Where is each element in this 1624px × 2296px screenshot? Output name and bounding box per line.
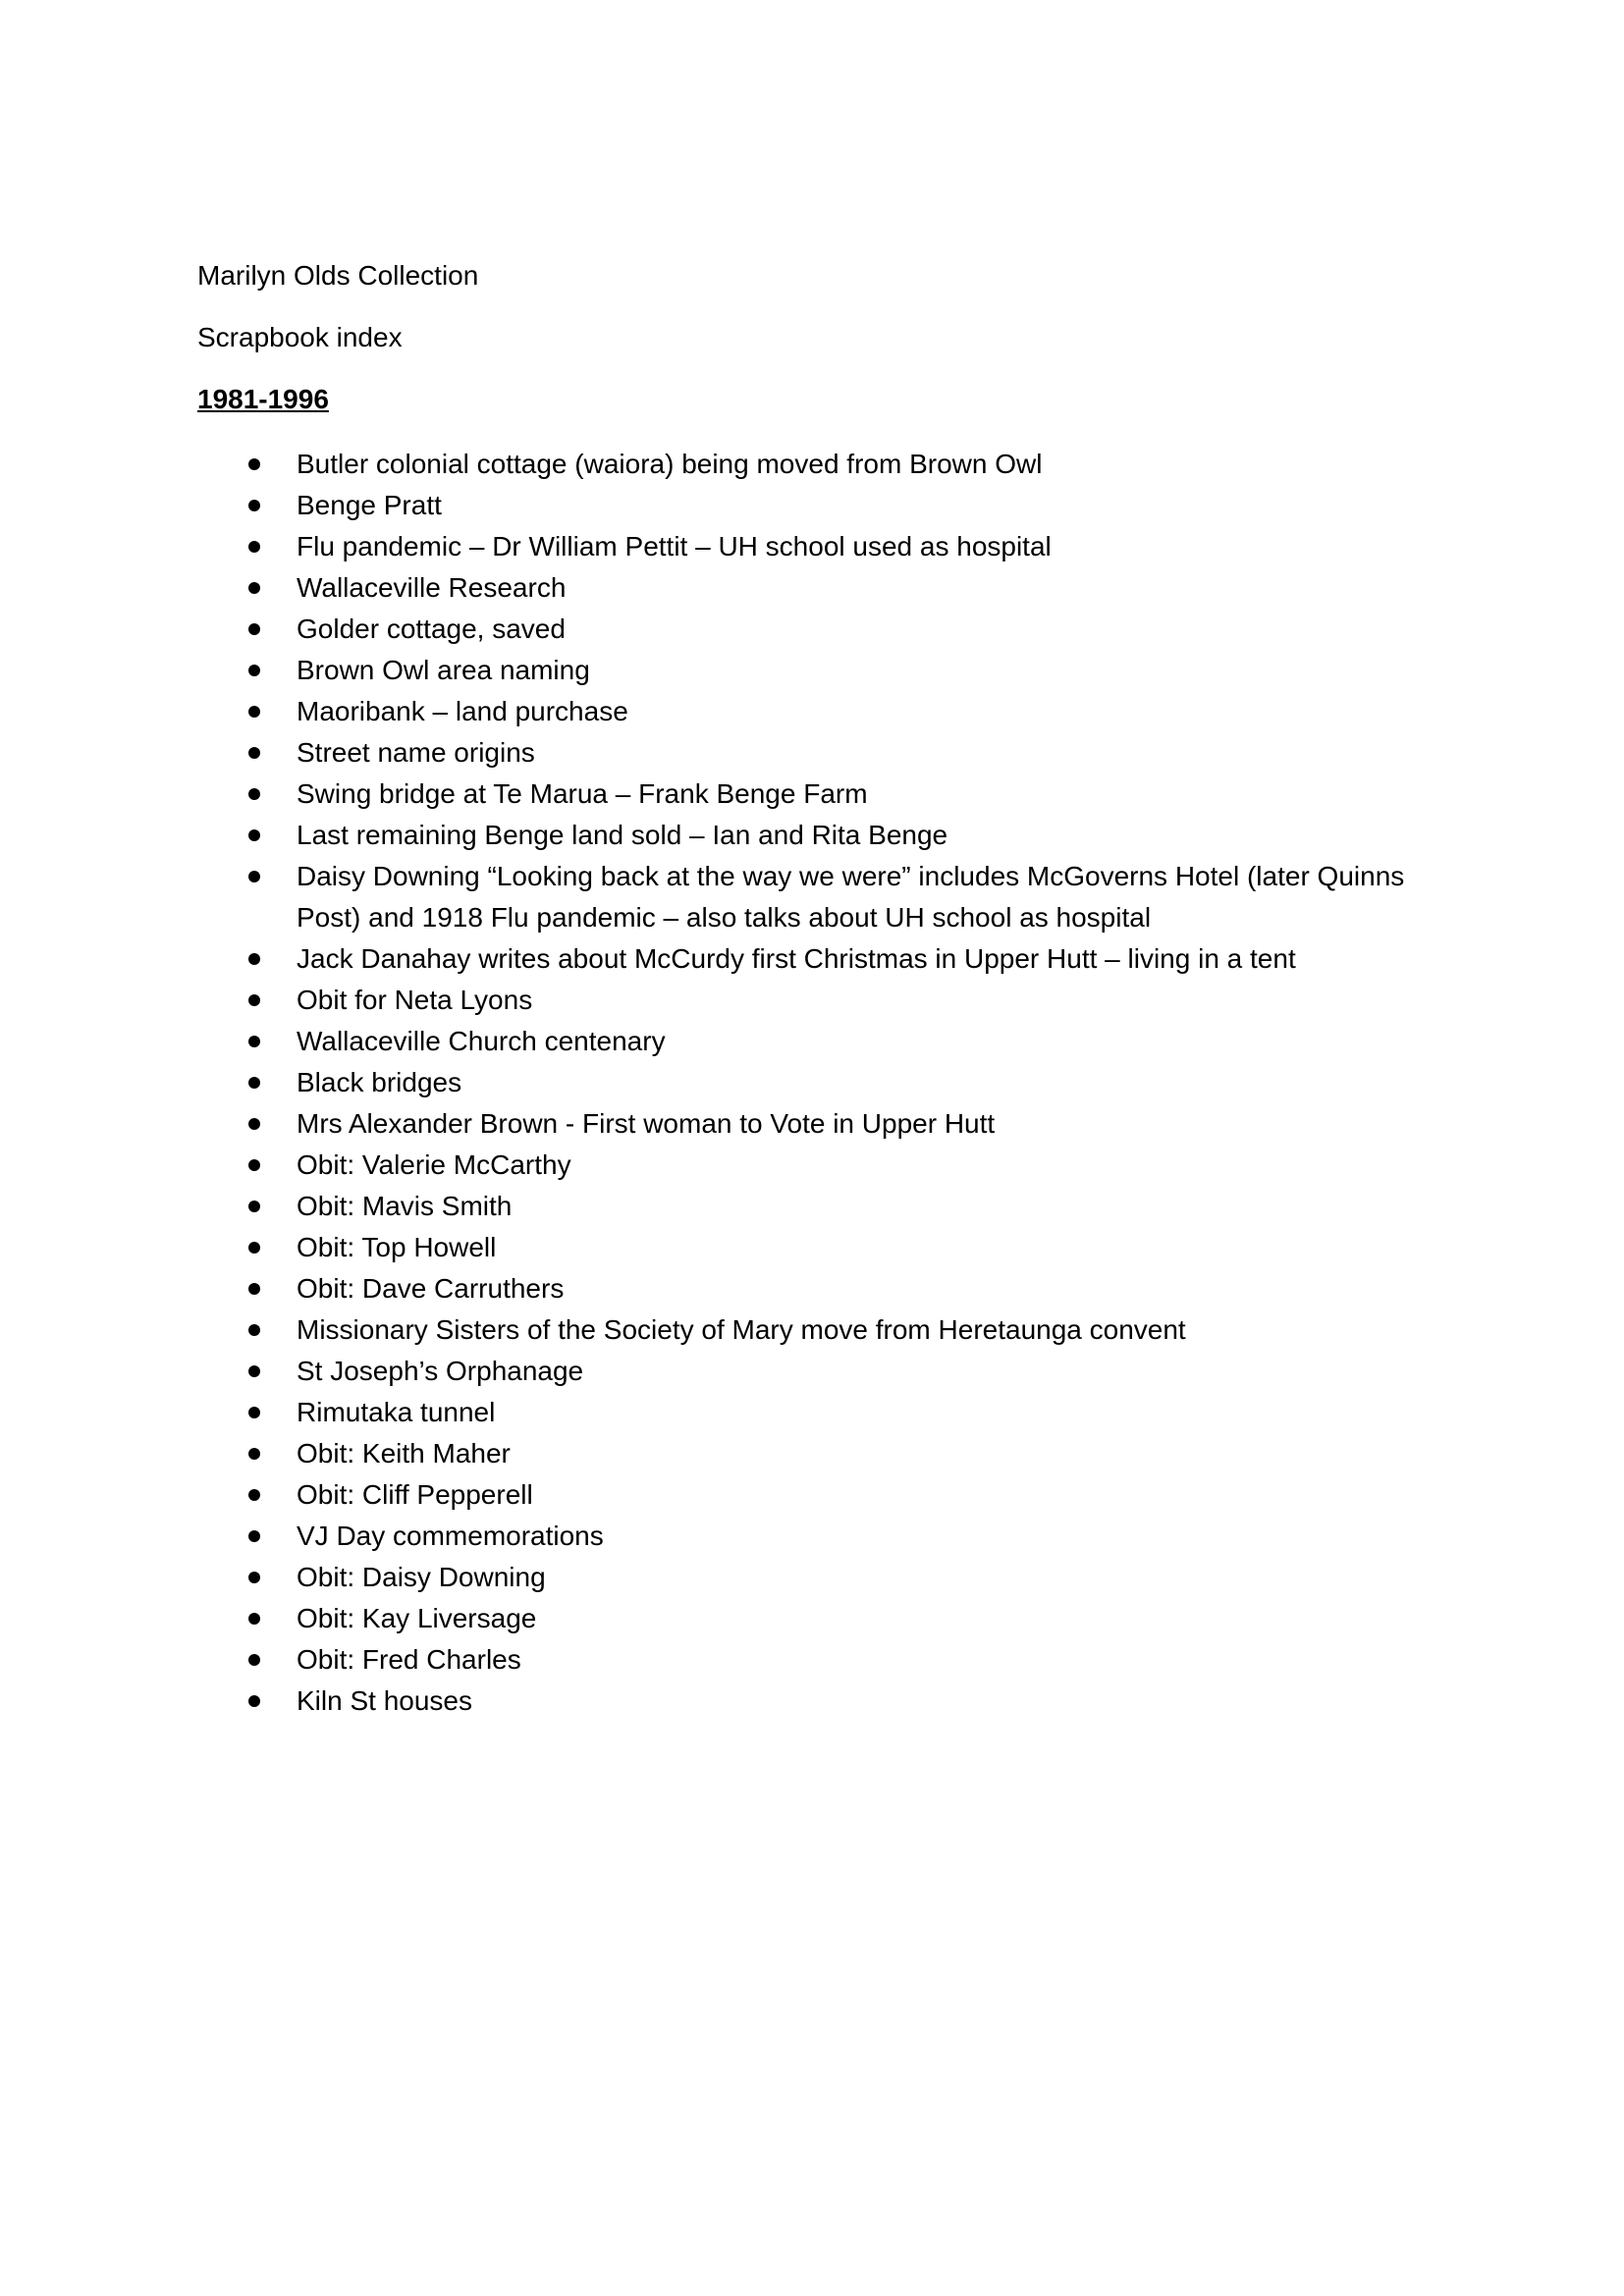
list-item <box>197 1186 1454 1227</box>
list-item-text: Golder cottage, saved <box>297 614 566 644</box>
list-item-text: Swing bridge at Te Marua – Frank Benge Farm <box>297 778 868 809</box>
bullet-icon <box>248 458 260 470</box>
list-item <box>197 1021 1454 1062</box>
bullet-icon <box>248 953 260 965</box>
list-item-text: Obit: Cliff Pepperell <box>297 1479 533 1510</box>
bullet-icon <box>248 1365 260 1377</box>
list-item-text: Obit: Top Howell <box>297 1232 497 1262</box>
bullet-icon <box>248 1159 260 1171</box>
bullet-icon <box>248 994 260 1006</box>
document-content <box>197 257 1454 1722</box>
list-item-text: Street name origins <box>297 737 535 768</box>
list-item-text: Rimutaka tunnel <box>297 1397 496 1427</box>
list-item-text: Obit: Fred Charles <box>297 1644 521 1675</box>
list-item-text: VJ Day commemorations <box>297 1521 604 1551</box>
list-item-text: Missionary Sisters of the Society of Mary move from Heretaunga convent <box>297 1314 1186 1345</box>
bullet-icon <box>248 1572 260 1583</box>
bullet-icon <box>248 1489 260 1501</box>
list-item-text: Black bridges <box>297 1067 462 1097</box>
list-item-text: Obit: Mavis Smith <box>297 1191 513 1221</box>
list-item <box>197 1433 1454 1474</box>
bullet-icon <box>248 500 260 511</box>
list-item <box>197 567 1454 609</box>
list-item <box>197 938 1454 980</box>
list-item-text: Obit: Keith Maher <box>297 1438 511 1468</box>
list-item-text: St Joseph’s Orphanage <box>297 1356 584 1386</box>
list-item <box>197 1392 1454 1433</box>
list-item <box>197 980 1454 1021</box>
bullet-icon <box>248 1077 260 1089</box>
bullet-icon <box>248 788 260 800</box>
bullet-icon <box>248 582 260 594</box>
list-item <box>197 1062 1454 1103</box>
list-item-text: Maoribank – land purchase <box>297 696 628 726</box>
list-item <box>197 732 1454 774</box>
list-item <box>197 1474 1454 1516</box>
list-item-text: Obit for Neta Lyons <box>297 985 533 1015</box>
bullet-icon <box>248 1201 260 1212</box>
bullet-icon <box>248 706 260 718</box>
list-item <box>197 650 1454 691</box>
bullet-icon <box>248 1242 260 1254</box>
list-item-text: Butler colonial cottage (waiora) being moved from Brown Owl <box>297 449 1043 479</box>
list-item-text: Obit: Valerie McCarthy <box>297 1149 571 1180</box>
list-item <box>197 1145 1454 1186</box>
list-item <box>197 1351 1454 1392</box>
bullet-icon <box>248 1695 260 1707</box>
bullet-icon <box>248 1448 260 1460</box>
collection-title: Marilyn Olds Collection <box>197 260 479 291</box>
section-heading: 1981-1996 <box>197 384 329 414</box>
list-item <box>197 1598 1454 1639</box>
list-item-text: Flu pandemic – Dr William Pettit – UH school used as hospital <box>297 531 1052 561</box>
bullet-icon <box>248 1407 260 1418</box>
bullet-icon <box>248 747 260 759</box>
list-item <box>197 1268 1454 1309</box>
bullet-icon <box>248 1283 260 1295</box>
list-item-text: Obit: Dave Carruthers <box>297 1273 565 1304</box>
list-item <box>197 444 1454 485</box>
list-item <box>197 526 1454 567</box>
list-item <box>197 485 1454 526</box>
bullet-icon <box>248 1530 260 1542</box>
list-item <box>197 815 1454 856</box>
list-item <box>197 609 1454 650</box>
bullet-icon <box>248 1613 260 1625</box>
list-item-text: Benge Pratt <box>297 490 442 520</box>
list-item <box>197 1557 1454 1598</box>
list-item <box>197 1681 1454 1722</box>
list-item <box>197 1639 1454 1681</box>
list-item <box>197 1227 1454 1268</box>
list-item-text: Brown Owl area naming <box>297 655 590 685</box>
list-item-text: Obit: Kay Liversage <box>297 1603 537 1633</box>
list-item-text: Last remaining Benge land sold – Ian and Rita Benge <box>297 820 948 850</box>
list-item-text: Wallaceville Research <box>297 572 567 603</box>
list-item <box>197 774 1454 815</box>
list-item-text: Wallaceville Church centenary <box>297 1026 666 1056</box>
bullet-icon <box>248 665 260 676</box>
list-item <box>197 1309 1454 1351</box>
bullet-icon <box>248 871 260 882</box>
bullet-icon <box>248 541 260 553</box>
list-item-text: Obit: Daisy Downing <box>297 1562 546 1592</box>
list-item-text: Kiln St houses <box>297 1685 472 1716</box>
bullet-icon <box>248 829 260 841</box>
list-item-text: Jack Danahay writes about McCurdy first Christmas in Upper Hutt – living in a tent <box>297 943 1296 974</box>
scrapbook-index-list <box>197 444 1454 1722</box>
document-subtitle: Scrapbook index <box>197 322 403 352</box>
list-item-text: Mrs Alexander Brown - First woman to Vote in Upper Hutt <box>297 1108 996 1139</box>
list-item <box>197 856 1454 938</box>
list-item <box>197 1103 1454 1145</box>
bullet-icon <box>248 623 260 635</box>
list-item <box>197 1516 1454 1557</box>
bullet-icon <box>248 1654 260 1666</box>
list-item <box>197 691 1454 732</box>
bullet-icon <box>248 1036 260 1047</box>
bullet-icon <box>248 1324 260 1336</box>
bullet-icon <box>248 1118 260 1130</box>
list-item-text: Daisy Downing “Looking back at the way we were” includes McGoverns Hotel (later Quinns Post) and 1918 Flu pandemic – also talks about UH school as hospital <box>297 861 1405 933</box>
